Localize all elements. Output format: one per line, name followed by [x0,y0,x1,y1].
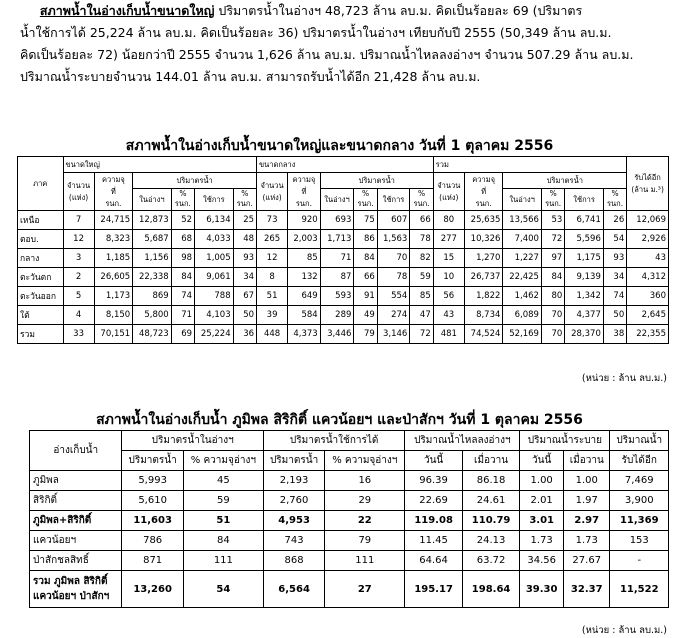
table-cell: 70,151 [94,325,133,344]
table-cell: 1.73 [564,531,610,551]
table-cell: 1,185 [94,249,133,268]
table-cell: 97 [541,249,564,268]
table-cell: 5,610 [122,491,183,511]
table-cell: 74,524 [464,325,503,344]
table-cell: 28,370 [565,325,604,344]
capacity-header: ความจุ ที่ รนก. [94,173,133,211]
table-cell: 85 [410,287,433,306]
table-cell: 4,377 [565,306,604,325]
table-cell: 1,005 [195,249,234,268]
intro-line-2: น้ำใช้การได้ 25,224 ล้าน ลบ.ม. คิดเป็นร้อยละ 36) ปริมาตรน้ำในอ่างฯ เทียบกับปี 2555 (50,349 ล้าน ลบ.ม. [20,25,612,40]
table-cell: 26,737 [464,268,503,287]
table-cell: 26 [603,211,626,230]
table-cell: 554 [377,287,410,306]
table-cell: 13,566 [503,211,542,230]
reservoir-name-cell: ภูมิพล [30,471,122,491]
table2-unit-note: (หน่วย : ล้าน ลบ.ม.) [581,625,667,636]
table-cell: 1,270 [464,249,503,268]
table-cell: 43 [627,249,669,268]
usable-header: ใช้การ [195,189,234,211]
table-cell: 71 [171,306,194,325]
table-cell: 649 [288,287,321,306]
table-cell: 8 [257,268,288,287]
region-header: ภาค [18,157,64,211]
volume-group-header: ปริมาตรน้ำในอ่างฯ [122,431,263,451]
table-cell: 25,635 [464,211,503,230]
table-row [18,249,669,268]
table-cell: 84 [183,531,263,551]
table-cell: 27.67 [564,551,610,571]
table-cell: 66 [354,268,377,287]
table-cell: 786 [122,531,183,551]
pct-header: % รนก. [541,189,564,211]
table-cell: 6,134 [195,211,234,230]
table-cell: 2.97 [564,511,610,531]
table-cell: 5 [63,287,94,306]
table-cell: 743 [263,531,324,551]
major-reservoir-table [29,430,669,608]
table-cell: 198.64 [462,571,519,608]
table-cell: 45 [183,471,263,491]
table-row [18,211,669,230]
table-cell: 111 [183,551,263,571]
table-cell: 74 [603,287,626,306]
table-cell: 50 [233,306,256,325]
table-cell: 265 [257,230,288,249]
table-cell: 67 [233,287,256,306]
table-cell: 11.45 [405,531,462,551]
large-header: ขนาดใหญ่ [63,157,257,173]
table-row [30,511,669,531]
table-cell: 1.73 [520,531,564,551]
reservoir-name-cell: ป่าสักชลสิทธิ์ [30,551,122,571]
table-cell: 24.61 [462,491,519,511]
table-cell: 4 [63,306,94,325]
table-cell: 84 [541,268,564,287]
table-cell: 80 [433,211,464,230]
table-cell: 16 [325,471,405,491]
table-cell: 132 [288,268,321,287]
table-cell: 8,323 [94,230,133,249]
table-cell: 32.37 [564,571,610,608]
receive-header-2: รับได้อีก [610,451,669,471]
table-cell: 84 [171,268,194,287]
table-cell: 34 [603,268,626,287]
table-cell: 788 [195,287,234,306]
region-cell: ตะวันตก [18,268,64,287]
table-cell: 10,326 [464,230,503,249]
table-cell: 2,003 [288,230,321,249]
table-cell: 8,734 [464,306,503,325]
table-cell: 110.79 [462,511,519,531]
table-cell: 6,564 [263,571,324,608]
table-cell: 26,605 [94,268,133,287]
table-cell: 48,723 [133,325,172,344]
capacity-header: ความจุ ที่ รนก. [464,173,503,211]
table-cell: 69 [171,325,194,344]
table-cell: 36 [233,325,256,344]
total-header: รวม [433,157,627,173]
table-cell: 3,446 [320,325,354,344]
table-cell: 119.08 [405,511,462,531]
table-cell: 448 [257,325,288,344]
table-cell: 82 [410,249,433,268]
pct-header: % ความจุอ่างฯ [325,451,405,471]
table-cell: 871 [122,551,183,571]
medium-header: ขนาดกลาง [257,157,434,173]
table-cell: 2,760 [263,491,324,511]
table-row [30,491,669,511]
table-cell: 59 [410,268,433,287]
table-cell: 1,175 [565,249,604,268]
table-cell: 53 [541,211,564,230]
table-cell: 4,033 [195,230,234,249]
table-cell: 86.18 [462,471,519,491]
table-cell: 10 [433,268,464,287]
count-header: จำนวน (แห่ง) [63,173,94,211]
table-cell: 54 [183,571,263,608]
volume-header: ปริมาตรน้ำ [133,173,257,189]
table-cell: 289 [320,306,354,325]
reservoir-summary-table [17,156,669,344]
table-row [18,230,669,249]
table-cell: 70 [541,325,564,344]
table-cell: 481 [433,325,464,344]
table-cell: 24,715 [94,211,133,230]
table-cell: 15 [433,249,464,268]
table-cell: 1.00 [520,471,564,491]
table-cell: 274 [377,306,410,325]
table2-total-row [30,571,669,608]
count-header: จำนวน (แห่ง) [257,173,288,211]
intro-line-1: สภาพน้ำในอ่างเก็บน้ำขนาดใหญ่ ปริมาตรน้ำในอ่างฯ 48,723 ล้าน ลบ.ม. คิดเป็นร้อยละ 69 (ปริมาตร [39,3,583,18]
table-cell: 1,563 [377,230,410,249]
volume-header: ปริมาตรน้ำ [503,173,627,189]
table-cell: 1,713 [320,230,354,249]
table-cell: 1.00 [564,471,610,491]
table-cell: 7,469 [610,471,669,491]
table-cell: 64.64 [405,551,462,571]
table-cell: 1,156 [133,249,172,268]
intro-line-3: คิดเป็นร้อยละ 72) น้อยกว่าปี 2555 จำนวน 1,626 ล้าน ลบ.ม. ปริมาณน้ำไหลลงอ่างฯ จำนวน 507.29 ล้าน ลบ.ม. [20,47,634,62]
table-cell: 27 [325,571,405,608]
table-cell: 2.01 [520,491,564,511]
usable-group-header: ปริมาตรน้ำใช้การได้ [263,431,404,451]
table-cell: 1,462 [503,287,542,306]
table-cell: 5,596 [565,230,604,249]
table-cell: 360 [627,287,669,306]
table-cell: 52 [171,211,194,230]
table-cell: 195.17 [405,571,462,608]
pct-header: % รนก. [603,189,626,211]
table-cell: 7 [63,211,94,230]
table-cell: 39.30 [520,571,564,608]
volume-header: ปริมาตรน้ำ [320,173,433,189]
table-cell: 68 [171,230,194,249]
table-cell: 11,369 [610,511,669,531]
table-cell: 6,089 [503,306,542,325]
table-cell: 80 [541,287,564,306]
reservoir-name-cell: สิริกิติ์ [30,491,122,511]
table-cell: 4,312 [627,268,669,287]
table-cell: 2,645 [627,306,669,325]
capacity-header: ความจุ ที่ รนก. [288,173,321,211]
region-cell: ตะวันออก [18,287,64,306]
volume-header: ปริมาตรน้ำ [122,451,183,471]
table-cell: 22 [325,511,405,531]
table-row [18,268,669,287]
region-cell: ใต้ [18,306,64,325]
receive-header: รับได้อีก (ล้าน ม.³) [627,157,669,211]
table-cell: 63.72 [462,551,519,571]
table-cell: 920 [288,211,321,230]
table-cell: 84 [354,249,377,268]
table-cell: 91 [354,287,377,306]
table-cell: - [610,551,669,571]
table-cell: 11,603 [122,511,183,531]
reservoir-name-cell: ภูมิพล+สิริกิติ์ [30,511,122,531]
table-row [30,531,669,551]
table-cell: 4,103 [195,306,234,325]
total-label: รวม ภูมิพล สิริกิติ์ แควน้อยฯ ป่าสักฯ [30,571,122,608]
table-cell: 72 [541,230,564,249]
table-cell: 11,522 [610,571,669,608]
table-cell: 56 [433,287,464,306]
table2-title: สภาพน้ำในอ่างเก็บน้ำ ภูมิพล สิริกิติ์ แควน้อยฯ และป่าสักฯ วันที่ 1 ตุลาคม 2556 [96,412,583,428]
reservoir-header: อ่างเก็บน้ำ [30,431,122,471]
table-cell: 5,800 [133,306,172,325]
table-cell: 153 [610,531,669,551]
table-cell: 93 [603,249,626,268]
table-cell: 34 [233,268,256,287]
table-cell: 96.39 [405,471,462,491]
table-cell: 34.56 [520,551,564,571]
intro-heading: สภาพน้ำในอ่างเก็บน้ำขนาดใหญ่ [39,3,215,18]
table-cell: 22,355 [627,325,669,344]
table-cell: 6,741 [565,211,604,230]
table-cell: 51 [257,287,288,306]
table-cell: 72 [410,325,433,344]
table-cell: 22,338 [133,268,172,287]
usable-header: ใช้การ [565,189,604,211]
table-cell: 73 [257,211,288,230]
table-cell: 25,224 [195,325,234,344]
table-row [18,287,669,306]
table-cell: 3 [63,249,94,268]
table-cell: 66 [410,211,433,230]
today-header: วันนี้ [520,451,564,471]
region-cell: รวม [18,325,64,344]
table-cell: 49 [354,306,377,325]
release-group-header: ปริมาณน้ำระบาย [520,431,610,451]
pct-header: % รนก. [410,189,433,211]
pct-header: % รนก. [354,189,377,211]
table-cell: 1,822 [464,287,503,306]
table-cell: 25 [233,211,256,230]
table-cell: 22.69 [405,491,462,511]
table-cell: 87 [320,268,354,287]
pct-header: % รนก. [233,189,256,211]
table-cell: 9,061 [195,268,234,287]
table-cell: 50 [603,306,626,325]
pct-header: % รนก. [171,189,194,211]
table-cell: 13,260 [122,571,183,608]
usable-header: ใช้การ [377,189,410,211]
table-cell: 111 [325,551,405,571]
table-cell: 1,342 [565,287,604,306]
table-cell: 86 [354,230,377,249]
table-cell: 70 [541,306,564,325]
table-cell: 2,193 [263,471,324,491]
table-cell: 79 [354,325,377,344]
table-cell: 39 [257,306,288,325]
intro-line-4: ปริมาณน้ำระบายจำนวน 144.01 ล้าน ลบ.ม. สามารถรับน้ำได้อีก 21,428 ล้าน ลบ.ม. [20,69,481,84]
table-cell: 3.01 [520,511,564,531]
table-cell: 1.97 [564,491,610,511]
table-cell: 43 [433,306,464,325]
table-cell: 5,687 [133,230,172,249]
inres-header: ในอ่างฯ [320,189,354,211]
table-cell: 33 [63,325,94,344]
table-cell: 12,873 [133,211,172,230]
table-cell: 74 [171,287,194,306]
table-cell: 93 [233,249,256,268]
receive-header: ปริมาณน้ำ [610,431,669,451]
table-cell: 29 [325,491,405,511]
reservoir-name-cell: แควน้อยฯ [30,531,122,551]
table-cell: 75 [354,211,377,230]
total-row [18,325,669,344]
table-cell: 593 [320,287,354,306]
table-cell: 1,173 [94,287,133,306]
table-cell: 3,900 [610,491,669,511]
table-cell: 98 [171,249,194,268]
table-cell: 38 [603,325,626,344]
intro-paragraph [20,0,670,88]
inflow-group-header: ปริมาณน้ำไหลลงอ่างฯ [405,431,520,451]
table-cell: 277 [433,230,464,249]
table-cell: 7,400 [503,230,542,249]
table-cell: 584 [288,306,321,325]
table-row [30,471,669,491]
table-cell: 54 [603,230,626,249]
volume-header: ปริมาตรน้ำ [263,451,324,471]
table-cell: 4,953 [263,511,324,531]
yesterday-header: เมื่อวาน [564,451,610,471]
table-cell: 70 [377,249,410,268]
table1-unit-note: (หน่วย : ล้าน ลบ.ม.) [581,373,667,384]
table-cell: 5,993 [122,471,183,491]
today-header: วันนี้ [405,451,462,471]
table-cell: 1,227 [503,249,542,268]
table-cell: 51 [183,511,263,531]
table-cell: 2 [63,268,94,287]
yesterday-header: เมื่อวาน [462,451,519,471]
table-cell: 4,373 [288,325,321,344]
table-cell: 607 [377,211,410,230]
table-cell: 47 [410,306,433,325]
table-cell: 22,425 [503,268,542,287]
inres-header: ในอ่างฯ [503,189,542,211]
table-cell: 693 [320,211,354,230]
table-cell: 12,069 [627,211,669,230]
table-cell: 3,146 [377,325,410,344]
table-cell: 71 [320,249,354,268]
table-cell: 48 [233,230,256,249]
count-header: จำนวน (แห่ง) [433,173,464,211]
table-cell: 59 [183,491,263,511]
table-row [30,551,669,571]
table-cell: 869 [133,287,172,306]
inres-header: ในอ่างฯ [133,189,172,211]
table-row [18,306,669,325]
table-cell: 12 [63,230,94,249]
table-cell: 78 [377,268,410,287]
table-cell: 2,926 [627,230,669,249]
table-cell: 52,169 [503,325,542,344]
region-cell: กลาง [18,249,64,268]
table-cell: 79 [325,531,405,551]
pct-header: % ความจุอ่างฯ [183,451,263,471]
table-cell: 78 [410,230,433,249]
region-cell: เหนือ [18,211,64,230]
table-cell: 868 [263,551,324,571]
table-cell: 8,150 [94,306,133,325]
table1-title: สภาพน้ำในอ่างเก็บน้ำขนาดใหญ่และขนาดกลาง วันที่ 1 ตุลาคม 2556 [125,138,554,154]
table-cell: 24.13 [462,531,519,551]
region-cell: ตอบ. [18,230,64,249]
table-cell: 12 [257,249,288,268]
table-cell: 85 [288,249,321,268]
table-cell: 9,139 [565,268,604,287]
